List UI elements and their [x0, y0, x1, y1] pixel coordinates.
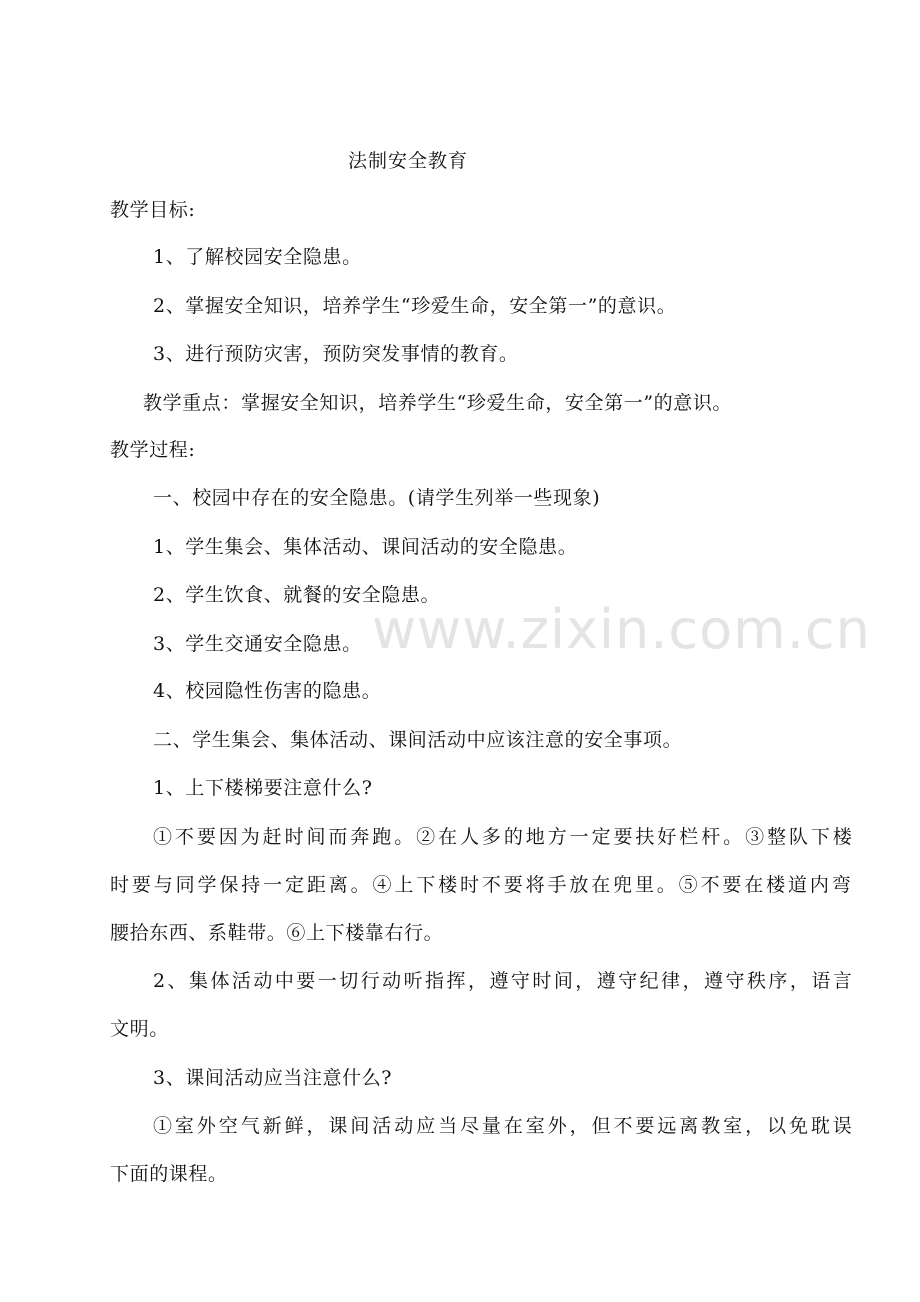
list-item: 1、学生集会、集体活动、课间活动的安全隐患。 — [153, 536, 578, 558]
paragraph-line: 时要与同学保持一定距离。④上下楼时不要将手放在兜里。⑤不要在楼道内弯 — [110, 874, 852, 896]
page-title: 法制安全教育 — [348, 150, 469, 172]
key-point: 教学重点：掌握安全知识，培养学生“珍爱生命，安全第一”的意识。 — [143, 392, 733, 414]
paragraph-line: 腰拾东西、系鞋带。⑥上下楼靠右行。 — [110, 922, 444, 944]
objective-item: 1、了解校园安全隐患。 — [153, 246, 362, 268]
objective-item: 2、掌握安全知识，培养学生“珍爱生命，安全第一”的意识。 — [153, 295, 677, 317]
paragraph-line: 2、集体活动中要一切行动听指挥，遵守时间，遵守纪律，遵守秩序，语言 — [153, 970, 853, 992]
paragraph-line: 文明。 — [110, 1018, 169, 1040]
watermark: www.zixin.com.cn — [372, 598, 871, 661]
process-heading: 教学过程: — [110, 439, 196, 461]
section-heading: 二、学生集会、集体活动、课间活动中应该注意的安全事项。 — [153, 729, 683, 751]
list-item: 3、学生交通安全隐患。 — [153, 633, 362, 655]
question-item: 1、上下楼梯要注意什么? — [153, 777, 373, 799]
question-item: 3、课间活动应当注意什么? — [153, 1067, 393, 1089]
paragraph-line: ①室外空气新鲜，课间活动应当尽量在室外，但不要远离教室，以免耽误 — [153, 1115, 853, 1137]
paragraph-line: ①不要因为赶时间而奔跑。②在人多的地方一定要扶好栏杆。③整队下楼 — [153, 826, 853, 848]
objectives-heading: 教学目标: — [110, 199, 196, 221]
list-item: 4、校园隐性伤害的隐患。 — [153, 680, 382, 702]
section-heading: 一、校园中存在的安全隐患。(请学生列举一些现象) — [153, 487, 601, 509]
paragraph-line: 下面的课程。 — [110, 1163, 228, 1185]
list-item: 2、学生饮食、就餐的安全隐患。 — [153, 584, 441, 606]
objective-item: 3、进行预防灾害，预防突发事情的教育。 — [153, 343, 519, 365]
